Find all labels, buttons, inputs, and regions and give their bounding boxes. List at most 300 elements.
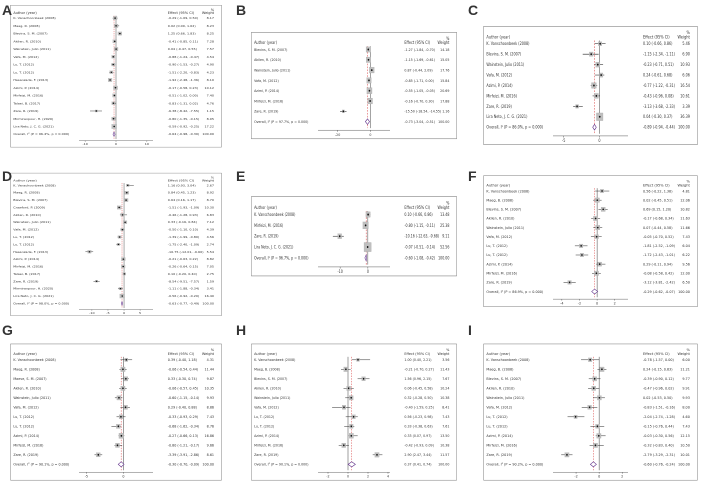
weight-percent-header: % xyxy=(210,347,215,352)
x-axis-tick-label: 0 xyxy=(366,269,369,275)
study-author-label: Lu, T. (2012) xyxy=(486,244,508,249)
overall-diamond xyxy=(348,462,355,467)
author-column-header: Author (year) xyxy=(486,183,511,188)
x-axis-tick-label: 0 xyxy=(369,132,372,138)
study-author-label: K. Vanschoonbeek (2008) xyxy=(486,41,530,47)
study-weight-label: 20.69 xyxy=(440,88,450,94)
study-author-label: Wainstein, Julio (2011) xyxy=(486,225,525,230)
study-weight-label: 10.35 xyxy=(204,386,215,391)
study-effect-label: -0.40 (-1.59, 0.25) xyxy=(404,405,434,410)
author-column-header: Author (year) xyxy=(486,34,511,40)
study-weight-label: 52.56 xyxy=(440,245,450,250)
study-weight-label: 10.12 xyxy=(204,86,215,90)
study-author-label: Mirfeizi, M. (2016) xyxy=(13,443,44,448)
study-weight-label: 14.18 xyxy=(440,47,450,52)
study-effect-label: -1.72 (-2.43, -1.01) xyxy=(643,253,675,258)
study-point-estimate xyxy=(365,224,367,226)
overall-effect-label: -0.29 (-0.62, -0.07) xyxy=(643,289,675,294)
study-effect-label: -0.80 (-1.21, -0.17) xyxy=(167,443,200,448)
forest-plot-a xyxy=(5,2,227,160)
study-weight-label: 13.48 xyxy=(440,212,450,218)
study-weight-label: 9.66 xyxy=(206,443,215,448)
study-effect-label: -0.46 (-1.28, 0.93) xyxy=(167,213,199,217)
study-author-label: K. Vanschoonbeek (2008) xyxy=(486,358,530,363)
study-weight-label: 7.05 xyxy=(206,264,215,269)
study-author-label: K. Vanschoonbeek (2008) xyxy=(13,183,56,188)
study-point-estimate xyxy=(123,258,125,259)
x-axis-tick-label: -5 xyxy=(106,311,110,315)
study-author-label: Hasanzade, F. (2013) xyxy=(13,78,49,83)
study-author-label: Blevins, S. M. (2007) xyxy=(13,198,48,203)
panel-label-a: A xyxy=(2,2,13,18)
study-point-estimate xyxy=(566,454,568,456)
overall-weight-label: 100.00 xyxy=(438,119,450,125)
x-axis-tick-label: -4 xyxy=(560,301,564,306)
x-axis-tick-label: -10 xyxy=(337,269,343,275)
x-axis-tick-label: -5 xyxy=(562,138,566,143)
study-author-label: Lu, T. (2012) xyxy=(486,424,508,429)
study-effect-label: -6.38 (-8.42, -7.55) xyxy=(167,109,200,113)
study-weight-label: 10.38 xyxy=(440,395,450,401)
study-effect-label: -0.85 (-1.71, 0.00) xyxy=(404,78,434,83)
x-axis-tick-label: 0 xyxy=(598,474,601,479)
weight-percent-header: % xyxy=(686,179,690,184)
study-point-estimate xyxy=(117,444,119,446)
study-weight-label: 12.06 xyxy=(680,198,690,203)
study-point-estimate xyxy=(576,105,578,107)
study-author-label: Wainstein, Julio (2011) xyxy=(486,62,525,68)
study-point-estimate xyxy=(368,79,370,81)
overall-effect-label: -0.73 (-3.04, -0.51) xyxy=(404,119,436,125)
study-author-label: Mirfeizi, M. (2016) xyxy=(13,93,44,98)
study-author-label: Mirmiranpour, H. (2020) xyxy=(13,286,54,291)
study-author-label: Vafa, M. (2012) xyxy=(486,73,513,78)
study-effect-label: -3.12 (-3.81, -2.42) xyxy=(643,280,675,285)
study-effect-label: -0.47 (-0.96, 0.02) xyxy=(643,386,674,391)
study-point-estimate xyxy=(114,95,116,96)
study-author-label: Mirfeizi, M. (2016) xyxy=(254,99,284,104)
study-effect-label: 0.56 (-0.22, 1.38) xyxy=(643,189,673,194)
study-effect-label: -0.78 (-1.57, 0.00) xyxy=(643,358,674,363)
study-effect-label: 0.56 (-0.23, 0.98) xyxy=(404,414,433,420)
study-weight-label: 8.61 xyxy=(206,453,215,458)
study-weight-label: 5.54 xyxy=(206,250,215,254)
study-point-estimate xyxy=(575,416,577,418)
study-point-estimate xyxy=(596,95,598,97)
study-effect-label: -0.77 (-1.22, -0.31) xyxy=(643,83,675,88)
weight-column-header: Weight xyxy=(677,351,690,356)
study-point-estimate xyxy=(350,397,352,399)
study-point-estimate xyxy=(122,229,124,230)
overall-weight-label: 100.00 xyxy=(678,462,690,467)
x-axis-tick-label: -10 xyxy=(82,142,88,147)
study-effect-label: 0.06 (-0.45, 0.58) xyxy=(404,386,433,391)
study-weight-label: 7.43 xyxy=(206,414,215,420)
study-effect-label: -0.50 (-1.10, 0.10) xyxy=(167,227,199,232)
study-weight-label: 7.43 xyxy=(442,414,450,420)
study-point-estimate xyxy=(125,406,127,408)
study-weight-label: 9.11 xyxy=(442,234,450,239)
study-weight-label: 4.60 xyxy=(682,415,690,420)
study-point-estimate xyxy=(343,444,345,446)
study-weight-label: 17.22 xyxy=(204,124,215,129)
study-weight-label: 15.84 xyxy=(440,78,450,83)
effect-column-header: Effect (95% CI) xyxy=(643,351,670,356)
study-weight-label: 11.66 xyxy=(680,225,690,230)
study-effect-label: -0.51 (-1.02, 0.00) xyxy=(167,93,199,98)
study-author-label: Akilen, R. (2010) xyxy=(254,386,281,391)
study-author-label: K. Vanschoonbeek (2008) xyxy=(13,16,56,21)
overall-weight-label: 100.00 xyxy=(438,462,450,467)
study-point-estimate xyxy=(357,359,359,361)
overall-effect-label: -0.60 (-1.08, -0.42) xyxy=(404,256,436,261)
x-axis-tick-label: 4 xyxy=(386,474,390,479)
study-weight-label: 10.30 xyxy=(204,205,215,210)
study-effect-label: -10.75 (-12.01, -9.60) xyxy=(167,250,204,254)
study-author-label: Maeg, R. (2008) xyxy=(13,24,40,28)
plot-frame xyxy=(484,344,698,480)
study-point-estimate xyxy=(125,359,127,361)
study-effect-label: -0.59 (-0.92, -0.25) xyxy=(167,124,200,129)
effect-column-header: Effect (95% CI) xyxy=(643,183,670,188)
study-weight-label: 8.23 xyxy=(206,24,215,28)
study-point-estimate xyxy=(369,90,371,92)
study-effect-label: 0.84 (0.45, 1.23) xyxy=(167,191,196,195)
study-weight-label: 6.04 xyxy=(682,244,690,249)
study-weight-label: 16.40 xyxy=(204,294,215,298)
study-point-estimate xyxy=(121,435,123,437)
study-effect-label: 0.87 (-0.44, 2.09) xyxy=(404,68,433,73)
forest-plot-g xyxy=(5,340,227,496)
plot-frame xyxy=(484,176,698,307)
study-author-label: Zare, R. (2019) xyxy=(486,104,512,109)
weight-column-header: Weight xyxy=(437,40,450,46)
study-weight-label: 10.24 xyxy=(440,386,450,391)
study-effect-label: 0.24 (-0.61, 0.68) xyxy=(643,73,673,78)
overall-effect-label: -0.30 (-0.70, -0.09) xyxy=(167,462,200,467)
study-weight-label: 1.15 xyxy=(206,109,215,113)
study-weight-label: 7.28 xyxy=(206,39,215,44)
study-author-label: Zare, R. (2019) xyxy=(486,453,512,458)
study-point-estimate xyxy=(343,406,345,408)
study-author-label: Blevins, S. M. (2007) xyxy=(486,377,522,382)
study-effect-label: 0.02 (0.00, 1.02) xyxy=(167,24,196,28)
overall-label: Overall, I² (P = 96.7%, p = 0.000) xyxy=(254,256,309,261)
overall-diamond xyxy=(593,124,597,130)
study-effect-label: -0.21 (-0.63, 0.22) xyxy=(167,257,199,262)
study-point-estimate xyxy=(345,368,347,370)
study-effect-label: -0.55 (-1.05, -0.05) xyxy=(404,88,436,94)
study-author-label: Azimi, P. (2014) xyxy=(486,262,513,267)
study-author-label: K. Vanschoonbeek (2008) xyxy=(254,212,296,218)
study-weight-label: 25.38 xyxy=(440,223,450,228)
study-effect-label: -0.06 (-0.57, 0.45) xyxy=(167,386,199,391)
study-point-estimate xyxy=(589,406,591,408)
study-effect-label: 1.00 (0.40, 2.21) xyxy=(404,357,432,363)
study-effect-label: 0.10 (-0.20, 0.40) xyxy=(167,272,197,276)
study-author-label: Maeg, R. (2008) xyxy=(13,367,40,372)
x-axis-tick-label: 10 xyxy=(144,142,149,147)
x-axis-tick-label: -2 xyxy=(577,301,582,306)
weight-percent-header: % xyxy=(686,347,690,352)
study-author-label: Wainstein, Julio (2011) xyxy=(486,396,525,401)
study-point-estimate xyxy=(113,103,115,104)
study-effect-label: -8.54 (-9.51, -7.57) xyxy=(167,279,200,284)
study-weight-label: 6.22 xyxy=(682,253,690,258)
study-effect-label: 0.33 (-0.16, 0.84) xyxy=(167,220,197,225)
study-effect-label: -0.27 (-0.66, 0.13) xyxy=(167,434,199,439)
study-effect-label: 0.29 (-0.11, 0.94) xyxy=(643,262,673,267)
study-weight-label: 4.56 xyxy=(206,235,215,239)
study-point-estimate xyxy=(350,435,352,437)
study-author-label: Akilen, R. (2010) xyxy=(254,57,281,63)
study-weight-label: 4.81 xyxy=(682,189,690,194)
overall-effect-label: 0.37 (0.41, 0.74) xyxy=(404,462,432,467)
study-effect-label: 0.10 (-0.66, 0.86) xyxy=(404,212,433,218)
study-point-estimate xyxy=(376,454,378,456)
study-author-label: Lu, T. (2012) xyxy=(486,415,508,420)
study-author-label: Zare, R. (2019) xyxy=(13,109,39,113)
study-point-estimate xyxy=(597,425,599,427)
study-author-label: Akilen, R. (2010) xyxy=(13,386,41,391)
study-effect-label: -1.51 (-2.20, -0.83) xyxy=(167,70,200,75)
study-author-label: Zare, R. (2019) xyxy=(254,234,279,239)
study-point-estimate xyxy=(367,214,369,216)
study-weight-label: 36.39 xyxy=(680,114,690,120)
study-effect-label: -0.60 (-1.15, -0.14) xyxy=(167,395,200,401)
x-axis-tick-label: 0 xyxy=(596,301,599,306)
x-axis-tick-label: -10 xyxy=(89,311,95,315)
study-effect-label: -2.79 (-3.29, -2.31) xyxy=(643,453,676,458)
study-effect-label: -1.11 (-1.88, -0.34) xyxy=(167,286,200,291)
overall-effect-label: -0.64 (-0.98, -0.30) xyxy=(167,132,200,137)
study-point-estimate xyxy=(367,246,369,248)
overall-diamond xyxy=(365,119,369,125)
study-point-estimate xyxy=(89,251,91,252)
study-effect-label: -0.03 (-0.30, 0.56) xyxy=(643,434,674,439)
study-point-estimate xyxy=(350,425,352,427)
study-author-label: Zare, R. (2019) xyxy=(13,279,39,284)
study-weight-label: 8.76 xyxy=(206,424,215,429)
study-effect-label: -10.16 (-12.63, -9.68) xyxy=(404,234,440,239)
study-effect-label: 0.64 (0.16, 1.17) xyxy=(167,198,196,203)
study-effect-label: 0.33 (-0.30, 0.74) xyxy=(167,376,197,382)
study-author-label: Azimi, P. (2014) xyxy=(13,257,40,262)
study-weight-label: 3.39 xyxy=(682,104,690,109)
forest-plot-e xyxy=(246,192,462,294)
study-point-estimate xyxy=(125,199,127,200)
study-weight-label: 9.93 xyxy=(682,396,690,401)
author-column-header: Author (year) xyxy=(13,11,37,16)
study-point-estimate xyxy=(118,244,120,245)
study-weight-label: 4.23 xyxy=(206,70,215,75)
forest-plot-d xyxy=(5,170,227,328)
study-weight-label: 8.86 xyxy=(206,405,215,410)
study-author-label: Azimi, P. (2014) xyxy=(254,433,280,439)
x-axis-tick-label: 0 xyxy=(122,474,125,479)
study-point-estimate xyxy=(96,281,98,282)
study-effect-label: -0.17 (-0.58, 0.23) xyxy=(167,86,199,90)
study-author-label: Lu, T. (2012) xyxy=(13,235,35,239)
study-weight-label: 9.77 xyxy=(682,377,690,382)
panel-label-g: G xyxy=(2,322,13,338)
weight-column-header: Weight xyxy=(677,183,690,188)
study-effect-label: -0.80 (-1.35, -0.15) xyxy=(167,116,200,121)
study-weight-label: 7.12 xyxy=(206,220,215,225)
study-author-label: Lu, T. (2012) xyxy=(254,414,275,420)
study-author-label: Vafa, M. (2012) xyxy=(13,405,39,410)
study-author-label: Mirfeizi, M. (2016) xyxy=(254,443,284,448)
x-axis-tick-label: -2 xyxy=(326,474,330,479)
overall-label: Overall, I² (P = 90.2%, p = 0.000) xyxy=(486,462,544,467)
study-weight-label: 10.82 xyxy=(680,207,690,212)
weight-column-header: Weight xyxy=(201,11,215,16)
study-point-estimate xyxy=(115,87,117,88)
overall-effect-label: -0.60 (-0.76, -0.24) xyxy=(643,462,676,467)
study-author-label: Azimi, P. (2014) xyxy=(13,434,40,439)
x-axis-tick-label: 0 xyxy=(114,142,118,147)
study-effect-label: -0.56 (-0.92, -0.20) xyxy=(167,294,200,298)
study-author-label: Maeg, B. (2008) xyxy=(486,367,514,372)
study-effect-label: 1.25 (0.66, 1.83) xyxy=(167,31,196,36)
panel-label-e: E xyxy=(236,168,246,184)
effect-column-header: Effect (95% CI) xyxy=(167,11,195,16)
study-effect-label: -0.06 (-0.54, 0.44) xyxy=(167,367,199,372)
study-point-estimate xyxy=(363,378,365,380)
overall-label: Overall, I² (P = 98.0%, p = 0.000) xyxy=(13,301,70,306)
study-author-label: Vafa, M. (2012) xyxy=(13,55,39,59)
study-point-estimate xyxy=(119,33,121,34)
study-weight-label: 12.00 xyxy=(680,271,690,276)
study-effect-label: -1.39 (-1.99, -0.80) xyxy=(167,235,200,239)
study-author-label: Mirfeizi, M. (2016) xyxy=(13,264,44,269)
study-weight-label: 1.59 xyxy=(206,279,215,284)
study-author-label: Wainstein, Julio (2011) xyxy=(13,395,51,401)
study-point-estimate xyxy=(113,118,115,119)
overall-weight-label: 100.00 xyxy=(202,132,215,137)
study-point-estimate xyxy=(109,79,111,80)
study-author-label: K. Vanschoonbeek (2008) xyxy=(13,357,56,363)
author-column-header: Author (year) xyxy=(254,351,277,356)
study-author-label: Akilen, R. (2010) xyxy=(486,386,515,391)
study-weight-label: 7.43 xyxy=(682,424,690,429)
study-point-estimate xyxy=(124,222,126,223)
overall-weight-label: 100.00 xyxy=(202,301,215,306)
study-point-estimate xyxy=(112,56,114,57)
study-effect-label: 0.29 (-0.40, 0.88) xyxy=(167,405,197,410)
study-author-label: Lu, T. (2012) xyxy=(13,424,35,429)
study-effect-label: -0.32 (-0.83, 0.40) xyxy=(643,443,674,448)
study-point-estimate xyxy=(594,378,596,380)
study-point-estimate xyxy=(127,185,129,186)
forest-plot-h xyxy=(246,340,462,496)
study-author-label: Akilen, R. (2010) xyxy=(13,213,41,217)
study-effect-label: 0.33 (-0.38, 0.63) xyxy=(404,424,433,429)
study-weight-label: 2.67 xyxy=(206,183,215,188)
study-point-estimate xyxy=(115,48,117,49)
study-weight-label: 8.10 xyxy=(206,78,215,83)
study-effect-label: -0.17 (-0.68, 0.34) xyxy=(643,216,674,221)
study-author-label: Mirmiranpour, H. (2020) xyxy=(13,116,54,121)
overall-label: Overall, I² (P = 97.7%, p = 0.000) xyxy=(254,119,309,125)
study-author-label: Lu, T. (2012) xyxy=(254,424,275,429)
panel-label-b: B xyxy=(236,2,247,18)
study-point-estimate xyxy=(599,397,601,399)
author-column-header: Author (year) xyxy=(13,351,37,356)
study-weight-label: 10.61 xyxy=(680,94,690,99)
panel-label-c: C xyxy=(468,2,479,18)
study-weight-label: 11.43 xyxy=(440,367,450,372)
study-effect-label: 1.16 (0.93, 3.04) xyxy=(167,183,196,188)
study-weight-label: 16.54 xyxy=(680,83,690,88)
study-point-estimate xyxy=(125,378,127,380)
study-author-label: Blevins, S. M. (2007) xyxy=(486,52,522,57)
study-weight-label: 1.16 xyxy=(442,109,450,114)
weight-column-header: Weight xyxy=(677,34,690,40)
panel-label-f: F xyxy=(468,168,477,184)
study-point-estimate xyxy=(126,192,128,193)
study-effect-label: -0.26 (-0.64, 0.15) xyxy=(167,264,199,269)
study-effect-label: 0.33 (0.07, 0.97) xyxy=(404,433,432,439)
study-effect-label: -0.05 (-0.70, 0.52) xyxy=(643,234,674,239)
study-effect-label: -0.15 (-0.76, 0.44) xyxy=(643,424,674,429)
x-axis-tick-label: 2 xyxy=(613,301,616,306)
study-weight-label: 4.90 xyxy=(206,62,215,67)
overall-diamond xyxy=(122,301,123,305)
study-weight-label: 7.57 xyxy=(206,47,215,52)
x-axis-tick-label: 2 xyxy=(366,474,370,479)
study-point-estimate xyxy=(596,272,598,274)
study-author-label: Lira Neto, J. C. G. (2021) xyxy=(13,294,54,298)
study-author-label: Lu, T. (2012) xyxy=(13,62,35,67)
study-point-estimate xyxy=(111,72,113,73)
study-effect-label: 0.69 (0.15, 1.20) xyxy=(643,207,672,212)
study-weight-label: 11.57 xyxy=(440,452,450,458)
study-effect-label: 0.32 (-0.28, 0.50) xyxy=(404,395,433,401)
study-point-estimate xyxy=(97,454,99,456)
study-author-label: K. Vanschoonbeek (2008) xyxy=(254,357,296,363)
study-point-estimate xyxy=(339,235,341,237)
study-weight-label: 2.75 xyxy=(206,272,215,276)
study-effect-label: -0.41 (-0.85, 0.11) xyxy=(167,39,199,44)
study-point-estimate xyxy=(112,64,114,65)
effect-column-header: Effect (95% CI) xyxy=(404,351,430,356)
overall-label: Overall, I² (P = 86.0%, p = 0.000) xyxy=(486,125,544,130)
overall-diamond xyxy=(592,289,598,294)
study-author-label: Maeg, B. (2008) xyxy=(486,198,514,203)
study-point-estimate xyxy=(596,236,598,238)
study-point-estimate xyxy=(367,49,369,51)
study-effect-label: -0.29 (-1.09, 0.50) xyxy=(167,16,199,21)
study-author-label: Azimi, P. (2014) xyxy=(254,88,280,94)
study-effect-label: 0.02 (-0.45, 0.51) xyxy=(643,198,673,203)
study-weight-label: 3.56 xyxy=(442,357,450,363)
study-point-estimate xyxy=(118,207,120,208)
study-author-label: Wainstein, Julio (2011) xyxy=(254,68,291,73)
study-author-label: Talaei, B. (2017) xyxy=(13,272,41,276)
x-axis-tick-label: 2 xyxy=(621,474,624,479)
study-point-estimate xyxy=(115,25,117,26)
study-weight-label: 9.87 xyxy=(206,376,215,382)
study-point-estimate xyxy=(581,254,583,256)
x-axis-tick-label: -20 xyxy=(335,132,341,138)
study-point-estimate xyxy=(118,397,120,399)
overall-diamond xyxy=(365,255,367,261)
study-weight-label: 4.76 xyxy=(206,101,215,106)
study-point-estimate xyxy=(353,416,355,418)
study-author-label: Blevins, S. M. (2007) xyxy=(254,376,288,382)
study-point-estimate xyxy=(95,110,97,111)
